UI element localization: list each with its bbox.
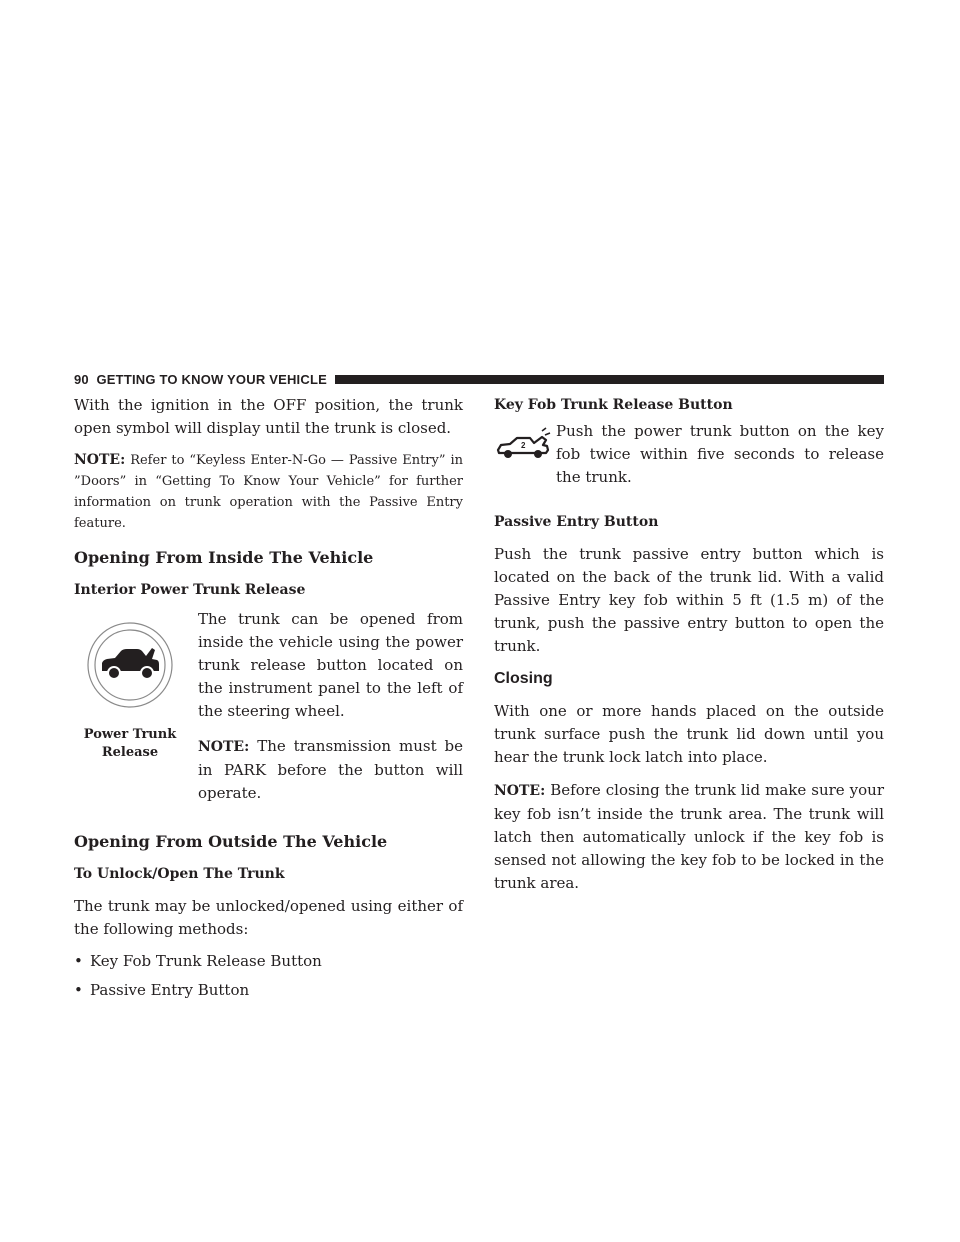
note-park	[198, 735, 463, 805]
note-key-fob-inside	[494, 779, 884, 895]
right-column	[494, 394, 884, 895]
heading-closing: Closing	[494, 670, 553, 687]
note-passive-entry	[74, 450, 463, 534]
interior-release-section	[74, 608, 463, 805]
note-text: Refer to “Keyless Enter-N-Go — Passive Entry” in ”Doors” in “Getting To Know Your Vehicle” for further information on trunk operation with the Passive Entry feature.	[74, 453, 463, 531]
bullet-icon: •	[74, 952, 83, 970]
note-text: Before closing the trunk lid make sure your key fob isn’t inside the trunk area. The trunk will latch then automatically unlock if the key fob is sensed not allowing the key fob to be locked in the trunk area.	[494, 781, 884, 892]
methods-paragraph: The trunk may be unlocked/opened using either of the following methods:	[74, 897, 463, 938]
page-header-text	[74, 372, 327, 387]
figure-caption: Power Trunk Release	[83, 727, 177, 760]
note-text: The transmission must be in PARK before the button will operate.	[198, 737, 463, 802]
heading-key-fob-release: Key Fob Trunk Release Button	[494, 397, 733, 413]
list-item	[74, 979, 463, 1001]
fob-icon-label: 2	[521, 441, 526, 450]
list-item-text: Passive Entry Button	[90, 981, 250, 999]
key-fob-trunk-icon	[494, 420, 556, 489]
interior-release-text	[198, 608, 463, 805]
power-trunk-release-icon	[74, 608, 186, 720]
page-number: 90	[74, 371, 89, 387]
trunk-open-icon	[494, 426, 552, 466]
list-item-text: Key Fob Trunk Release Button	[90, 952, 322, 970]
left-column	[74, 394, 463, 1001]
note-label: NOTE:	[494, 783, 546, 799]
passive-entry-paragraph: Push the trunk passive entry button which is located on the back of the trunk lid. With a valid Passive Entry key fob within 5 ft (1.5 m) of the trunk, push the passive entry button to open the trunk.	[494, 545, 884, 655]
heading-passive-entry: Passive Entry Button	[494, 514, 659, 530]
power-trunk-figure	[74, 608, 186, 805]
subheading-interior-release: Interior Power Trunk Release	[74, 582, 306, 598]
header-rule	[335, 375, 884, 384]
intro-paragraph: With the ignition in the OFF position, the trunk open symbol will display until the trunk is closed.	[74, 396, 463, 437]
key-fob-paragraph: Push the power trunk button on the key fob twice within five seconds to release the trunk.	[556, 422, 884, 486]
section-title: GETTING TO KNOW YOUR VEHICLE	[96, 371, 327, 387]
subheading-unlock-open: To Unlock/Open The Trunk	[74, 866, 285, 882]
note-label: NOTE:	[198, 739, 250, 755]
heading-opening-outside: Opening From Outside The Vehicle	[74, 832, 388, 851]
page-header	[74, 371, 884, 387]
key-fob-section	[494, 420, 884, 489]
heading-opening-inside: Opening From Inside The Vehicle	[74, 548, 374, 567]
list-item	[74, 950, 463, 972]
bullet-icon: •	[74, 981, 83, 999]
note-label: NOTE:	[74, 452, 126, 468]
closing-paragraph: With one or more hands placed on the outside trunk surface push the trunk lid down until you hear the trunk lock latch into place.	[494, 702, 884, 766]
interior-release-paragraph: The trunk can be opened from inside the vehicle using the power trunk release button located on the instrument panel to the left of the steering wheel.	[198, 610, 463, 720]
